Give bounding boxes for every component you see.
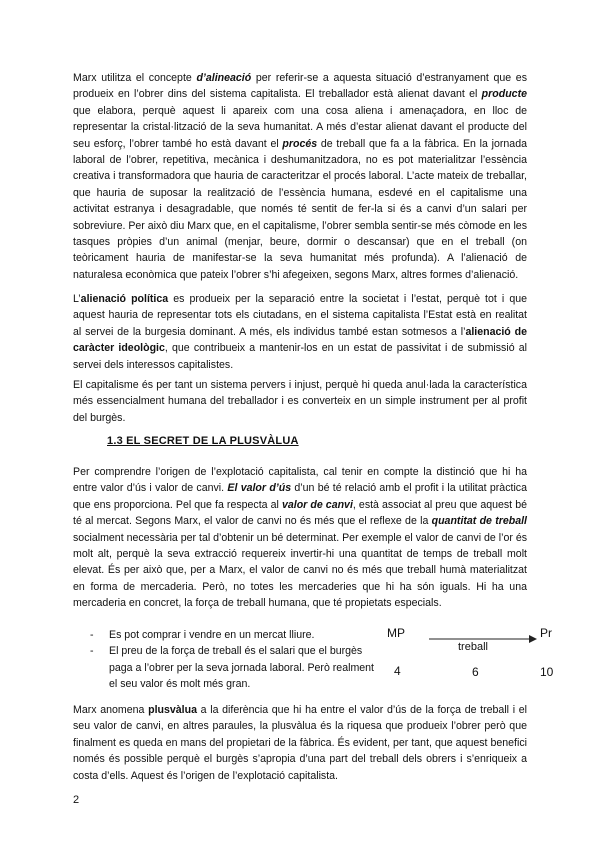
bullet-marker: - — [90, 629, 94, 641]
term-valor-us: El valor d’ús — [227, 482, 292, 495]
bullet-list — [90, 627, 380, 693]
paragraph-plusvalua: Marx anomena plusvàlua a la diferència que hi ha entre el valor d’ús de la força de treball i el seu valor de canvi, en altres paraules, la plusvàlua és la riquesa que produeix l’obrer però que finalment es queda en mans del propietari de la fàbrica. És evident, per tant, que aquest benefici només és possible perquè el burgès s’apropia d’una part del treball dels obrers i s’enriqueix a costa d’ells. Aquest és l’origen de l’explotació capitalista. — [73, 704, 527, 782]
diagram-label-mp: MP — [387, 626, 405, 640]
paragraph-value-distinction: Per comprendre l’origen de l’explotació capitalista, cal tenir en compte la distinció que hi ha entre valor d’ús i valor de canvi. El valor d’ús d’un bé té relació amb el profit i la utilitat pràctica que ens proporciona. Pel que fa respecta al valor de canvi, està associat al preu que aquest bé té al mercat. Segons Marx, el valor de canvi no és més que el reflexe de la quantitat de treball socialment necessària per tal d’obtenir un bé determinat. Per exemple el valor de canvi de l’or és molt alt, perquè la seva extracció requereix invertir-hi una quantitat de temps de treball molt elevat. És per això que, per a Marx, el valor de canvi no és més que treball humà materialitzat en forma de mercaderia. Però, no totes les mercaderies que hi ha són iguals. Hi ha una mercaderia en concret, la força de treball humana, que té propietats especials. — [73, 466, 528, 610]
term-alienacio-ideologica: alienació de caràcter ideològic — [73, 325, 527, 355]
diagram-label-pr: Pr — [540, 626, 552, 640]
section-heading: 1.3 EL SECRET DE LA PLUSVÀLUA — [107, 435, 299, 447]
paragraph-alienation-political: L’alienació política es produeix per la separació entre la societat i l’estat, perquè tot i que aquest hauria de representar tots els ciutadans, en el sistema capitalista l’Estat està en realitat al servei de la burgesia dominant. A més, els individus també estan sotmesos a l’alienació de caràcter ideològic, que contribueix a mantenir-los en un estat de passivitat i de submissió al servei dels interessos capitalistes. — [73, 293, 527, 371]
list-item: - El preu de la força de treball és el salari que el burgès paga a l’obrer per la seva jornada laboral. Però realment el seu valor és molt més gran. — [90, 645, 374, 691]
page-number: 2 — [73, 794, 80, 806]
term-alienacio: d’alineació — [196, 72, 252, 84]
term-plusvalua: plusvàlua — [148, 704, 197, 716]
paragraph-alienation-economic: Marx utilitza el concepte d’alineació per referir-se a aquesta situació d’estranyament que es produeix en l’obrer dins del sistema capitalista. El treballador està alienat davant el producte que elabora, perquè aquest li apareix com una cosa aliena i amenaçadora, en lloc de representar la cristal·lització de la seva humanitat. A més d’estar alienat davant el producte del seu esforç, l’obrer també ho està davant el procés de treball que fa a la fàbrica. En la jornada laboral de l’obrer, repetitiva, mecànica i deshumanitzadora, no es pot materialitzar l’essència creativa i transformadora que hauria de caracteritzar el procés laboral. L’acte mateix de treballar, que hauria de suposar la realització de l’essència humana, esdevé en el capitalisme una activitat estranya i desagradable, que només té sentit de fer-la si és a canvi d’un salari per sobreviure. Per això diu Marx que, en el capitalisme, l’obrer sembla sentir-se més còmode en les tasques pròpies d’un animal (menjar, beure, dormir o descansar) que en el treball (on teòricament hauria de manifestar-se la seva humanitat més profunda). A l’alienació de naturalesa econòmica que pateix l’obrer s’hi afegeixen, segons Marx, altres formes d’alienació. — [73, 72, 527, 281]
paragraph-capitalism-unjust: El capitalisme és per tant un sistema pervers i injust, perquè hi queda anul·lada la característica més essencialment humana del treballador i es converteix en un simple instrument per al profit del burgès. — [73, 379, 527, 424]
diagram-arrow-label: treball — [458, 641, 488, 653]
term-valor-canvi: valor de canvi — [281, 498, 353, 511]
term-proces: procés — [282, 137, 318, 150]
diagram-value-left: 4 — [394, 664, 401, 678]
term-producte: producte — [481, 88, 527, 101]
term-quantitat-treball: quantitat de treball — [431, 515, 527, 528]
term-alienacio-politica: alienació política — [80, 293, 169, 305]
list-item: - Es pot comprar i vendre en un mercat lliure. — [90, 627, 380, 643]
bullet-marker: - — [90, 645, 94, 658]
production-diagram — [385, 624, 600, 684]
diagram-value-right: 10 — [540, 665, 554, 679]
diagram-value-middle: 6 — [472, 665, 479, 679]
